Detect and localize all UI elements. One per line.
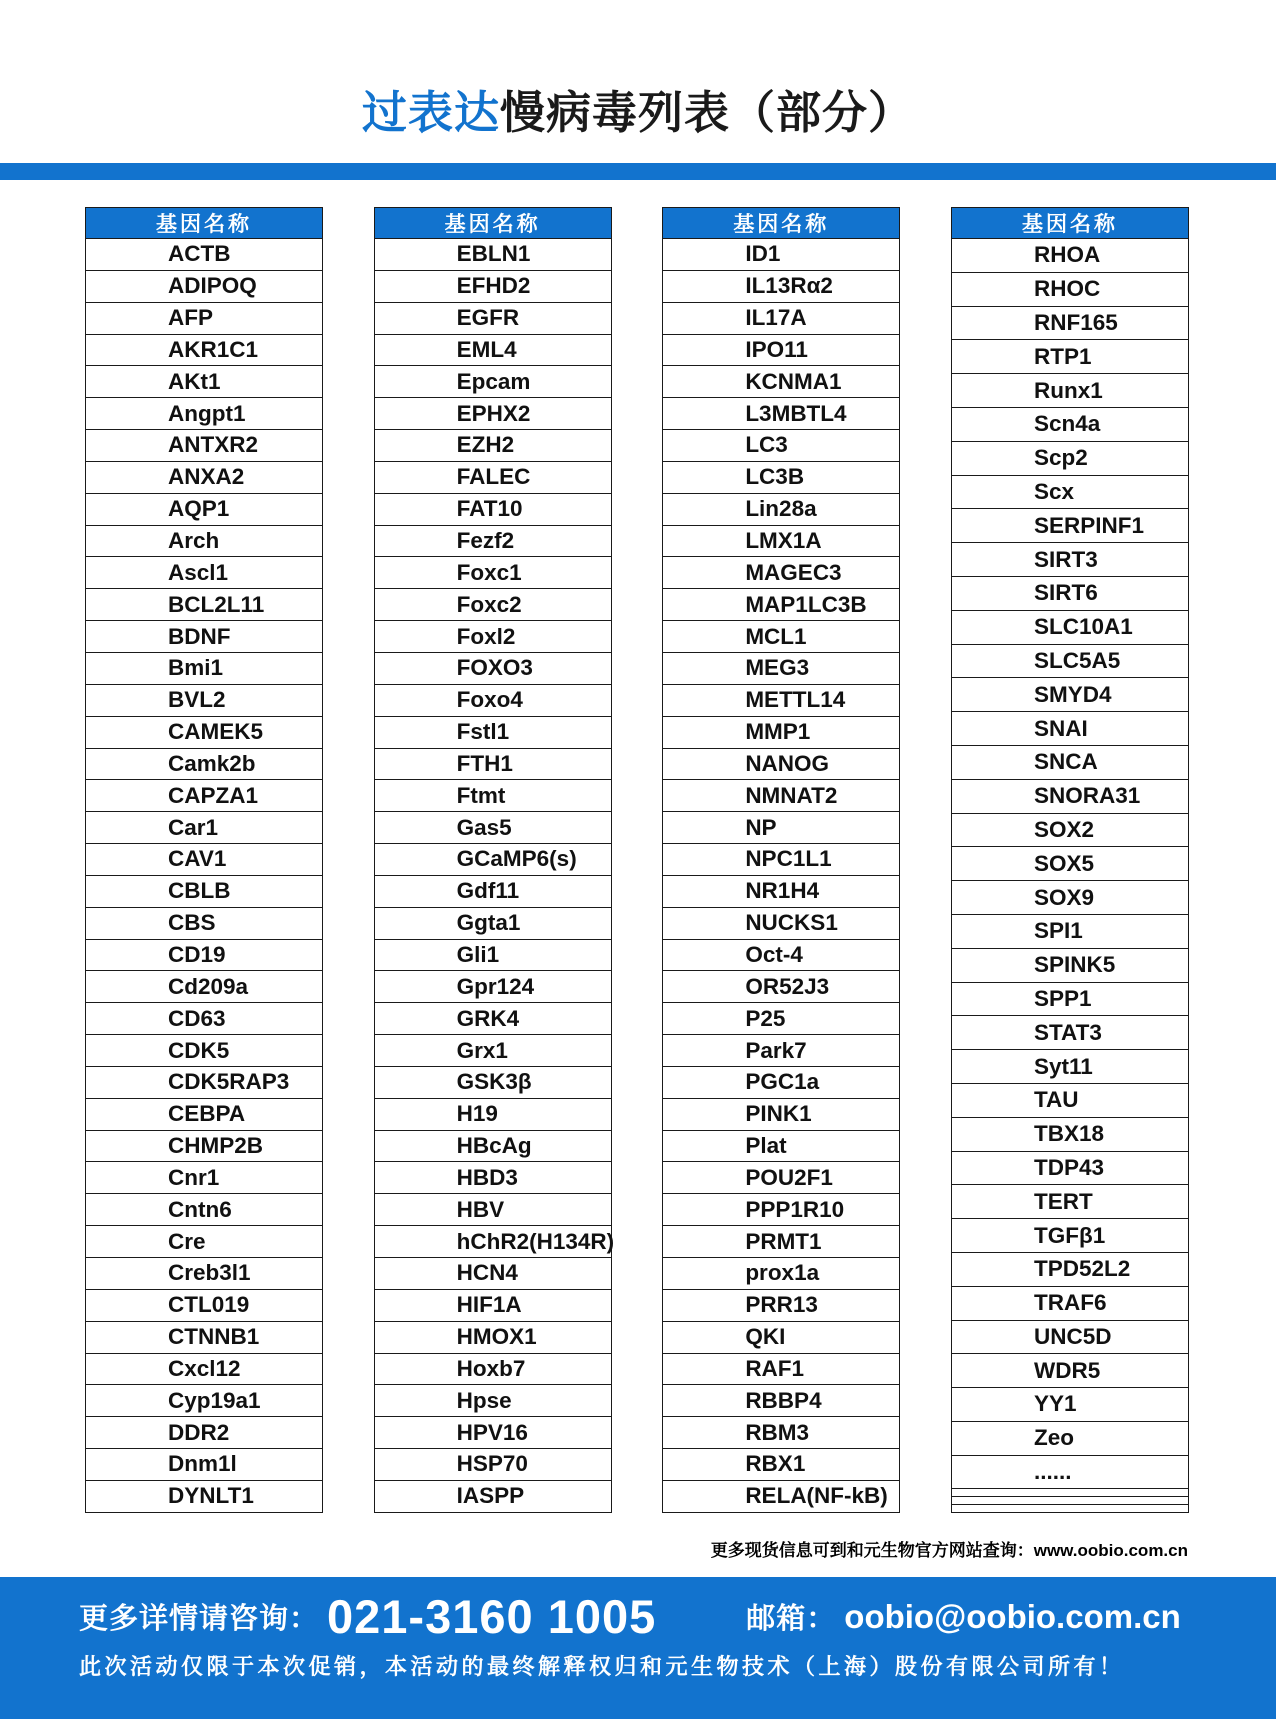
gene-cell: NR1H4 (663, 876, 899, 908)
gene-cell: Foxl2 (375, 621, 611, 653)
gene-cell: prox1a (663, 1258, 899, 1290)
gene-cell: Oct-4 (663, 940, 899, 972)
gene-cell: RHOC (952, 273, 1188, 307)
gene-cell: UNC5D (952, 1321, 1188, 1355)
gene-cell: Car1 (86, 812, 322, 844)
gene-cell: GRK4 (375, 1003, 611, 1035)
gene-cell: AKR1C1 (86, 335, 322, 367)
gene-cell: BCL2L11 (86, 589, 322, 621)
page-title-rest: 慢病毒列表（部分） (500, 87, 915, 138)
gene-cell: Syt11 (952, 1050, 1188, 1084)
gene-cell: HPV16 (375, 1417, 611, 1449)
gene-cell: WDR5 (952, 1354, 1188, 1388)
gene-cell: RBX1 (663, 1449, 899, 1481)
stock-note (711, 1536, 1188, 1561)
gene-cell: LC3 (663, 430, 899, 462)
gene-cell (952, 1505, 1188, 1512)
column-header: 基因名称 (663, 208, 899, 239)
column-header: 基因名称 (952, 208, 1188, 239)
gene-cell: CBLB (86, 876, 322, 908)
gene-cell: TERT (952, 1185, 1188, 1219)
email-label: 邮箱： (746, 1603, 837, 1635)
gene-cell: SLC10A1 (952, 611, 1188, 645)
column-header: 基因名称 (375, 208, 611, 239)
gene-cell: RBM3 (663, 1417, 899, 1449)
gene-cell: CEBPA (86, 1099, 322, 1131)
gene-cell: MMP1 (663, 717, 899, 749)
gene-cell: Ggta1 (375, 908, 611, 940)
gene-cell: HBD3 (375, 1162, 611, 1194)
gene-cell: MAGEC3 (663, 557, 899, 589)
gene-cell: BVL2 (86, 685, 322, 717)
gene-cell: SPP1 (952, 983, 1188, 1017)
gene-cell: IL17A (663, 303, 899, 335)
gene-cell: HMOX1 (375, 1322, 611, 1354)
gene-cell: GSK3β (375, 1067, 611, 1099)
gene-cell: Creb3l1 (86, 1258, 322, 1290)
gene-cell: ID1 (663, 239, 899, 271)
email-address: oobio@oobio.com.cn (844, 1597, 1181, 1635)
gene-cell: H19 (375, 1099, 611, 1131)
gene-cell: MAP1LC3B (663, 589, 899, 621)
gene-cell: LMX1A (663, 526, 899, 558)
gene-cell: IL13Rα2 (663, 271, 899, 303)
gene-cell: EFHD2 (375, 271, 611, 303)
gene-cell: Foxc2 (375, 589, 611, 621)
gene-cell: RHOA (952, 239, 1188, 273)
gene-cell: SLC5A5 (952, 645, 1188, 679)
gene-cell (952, 1489, 1188, 1497)
gene-cell: Zeo (952, 1422, 1188, 1456)
gene-cell: CTNNB1 (86, 1322, 322, 1354)
gene-cell: SNAI (952, 712, 1188, 746)
gene-cell: RAF1 (663, 1354, 899, 1386)
gene-cell: SMYD4 (952, 678, 1188, 712)
gene-cell: SPINK5 (952, 949, 1188, 983)
gene-cell: Cd209a (86, 971, 322, 1003)
gene-cell: SPI1 (952, 915, 1188, 949)
gene-column-3 (662, 207, 900, 1513)
gene-cell: QKI (663, 1322, 899, 1354)
gene-cell: HSP70 (375, 1449, 611, 1481)
gene-cell: Scx (952, 476, 1188, 510)
gene-cell: METTL14 (663, 685, 899, 717)
gene-cell: Park7 (663, 1035, 899, 1067)
gene-cell: Camk2b (86, 749, 322, 781)
gene-cell: TAU (952, 1084, 1188, 1118)
gene-cell: NMNAT2 (663, 780, 899, 812)
gene-cell: HIF1A (375, 1290, 611, 1322)
gene-cell: TDP43 (952, 1152, 1188, 1186)
gene-column-1 (85, 207, 323, 1513)
gene-cell: GCaMP6(s) (375, 844, 611, 876)
gene-cell: CD19 (86, 940, 322, 972)
gene-cell: ANTXR2 (86, 430, 322, 462)
stock-note-text: 更多现货信息可到和元生物官方网站查询： (710, 1541, 1034, 1560)
gene-cell: SOX2 (952, 814, 1188, 848)
gene-cell: PGC1a (663, 1067, 899, 1099)
gene-cell: ADIPOQ (86, 271, 322, 303)
gene-cell: KCNMA1 (663, 366, 899, 398)
gene-cell: SOX9 (952, 881, 1188, 915)
gene-cell: CDK5 (86, 1035, 322, 1067)
gene-cell: ACTB (86, 239, 322, 271)
gene-cell: Scn4a (952, 408, 1188, 442)
gene-cell: Foxc1 (375, 557, 611, 589)
gene-cell: SIRT6 (952, 577, 1188, 611)
gene-cell: CAMEK5 (86, 717, 322, 749)
gene-cell: NP (663, 812, 899, 844)
gene-cell: ...... (952, 1456, 1188, 1490)
gene-cell: Grx1 (375, 1035, 611, 1067)
gene-cell: Ftmt (375, 780, 611, 812)
gene-cell: FOXO3 (375, 653, 611, 685)
gene-cell: Lin28a (663, 494, 899, 526)
gene-cell: PRMT1 (663, 1226, 899, 1258)
gene-cell: Cnr1 (86, 1162, 322, 1194)
gene-cell: Gas5 (375, 812, 611, 844)
gene-cell: PINK1 (663, 1099, 899, 1131)
gene-cell: TRAF6 (952, 1287, 1188, 1321)
footer-banner (0, 1577, 1276, 1719)
gene-cell: CAPZA1 (86, 780, 322, 812)
gene-cell: SOX5 (952, 847, 1188, 881)
gene-cell (952, 1497, 1188, 1505)
gene-cell: Cntn6 (86, 1194, 322, 1226)
title-divider-bar (0, 163, 1276, 180)
gene-cell: SNORA31 (952, 780, 1188, 814)
gene-cell: PPP1R10 (663, 1194, 899, 1226)
gene-cell: LC3B (663, 462, 899, 494)
gene-cell: hChR2(H134R) (375, 1226, 611, 1258)
gene-cell: Angpt1 (86, 398, 322, 430)
phone-number: 021-3160 1005 (327, 1590, 657, 1643)
gene-cell: Cxcl12 (86, 1354, 322, 1386)
gene-cell: DYNLT1 (168, 1483, 254, 1509)
gene-cell: MCL1 (663, 621, 899, 653)
gene-cell: Fezf2 (375, 526, 611, 558)
gene-cell: SERPINF1 (952, 509, 1188, 543)
gene-cell: EPHX2 (375, 398, 611, 430)
gene-cell: RELA(NF-kB) (745, 1483, 888, 1509)
disclaimer-text: 此次活动仅限于本次促销，本活动的最终解释权归和元生物技术（上海）股份有限公司所有！ (79, 1654, 1125, 1679)
gene-cell: STAT3 (952, 1016, 1188, 1050)
gene-cell: NPC1L1 (663, 844, 899, 876)
gene-cell: Runx1 (952, 374, 1188, 408)
gene-cell: Gli1 (375, 940, 611, 972)
gene-cell: PRR13 (663, 1290, 899, 1322)
gene-cell: Hpse (375, 1385, 611, 1417)
gene-cell: AFP (86, 303, 322, 335)
gene-cell: SNCA (952, 746, 1188, 780)
gene-cell: IPO11 (663, 335, 899, 367)
gene-cell: AQP1 (86, 494, 322, 526)
gene-cell: HCN4 (375, 1258, 611, 1290)
gene-cell: YY1 (952, 1388, 1188, 1422)
gene-cell: Hoxb7 (375, 1354, 611, 1386)
gene-cell: FAT10 (375, 494, 611, 526)
gene-column-2 (374, 207, 615, 1513)
stock-note-url: www.oobio.com.cn (1033, 1541, 1188, 1560)
gene-cell: FALEC (375, 462, 611, 494)
gene-cell: CHMP2B (86, 1131, 322, 1163)
gene-cell: RTP1 (952, 340, 1188, 374)
gene-cell: Gpr124 (375, 971, 611, 1003)
gene-cell: DDR2 (86, 1417, 322, 1449)
gene-cell: EML4 (375, 335, 611, 367)
gene-cell: Bmi1 (86, 653, 322, 685)
gene-cell: SIRT3 (952, 543, 1188, 577)
gene-cell: EBLN1 (375, 239, 611, 271)
gene-cell: CTL019 (86, 1290, 322, 1322)
gene-cell: RNF165 (952, 307, 1188, 341)
gene-cell: EZH2 (375, 430, 611, 462)
gene-cell: EGFR (375, 303, 611, 335)
gene-cell: IASPP (456, 1483, 525, 1509)
gene-cell: BDNF (86, 621, 322, 653)
gene-cell: Gdf11 (375, 876, 611, 908)
gene-cell: Foxo4 (375, 685, 611, 717)
gene-cell: HBV (375, 1194, 611, 1226)
column-header: 基因名称 (86, 208, 322, 239)
gene-cell: Cyp19a1 (86, 1385, 322, 1417)
gene-cell: Epcam (375, 366, 611, 398)
gene-cell: P25 (663, 1003, 899, 1035)
page-title-highlight: 过表达 (361, 87, 500, 138)
gene-cell: NANOG (663, 749, 899, 781)
gene-cell: CBS (86, 908, 322, 940)
gene-cell: Ascl1 (86, 557, 322, 589)
gene-table (85, 207, 1189, 1513)
gene-column-4 (951, 207, 1189, 1513)
gene-cell: Cre (86, 1226, 322, 1258)
gene-cell: TBX18 (952, 1118, 1188, 1152)
gene-cell: NUCKS1 (663, 908, 899, 940)
contact-label: 更多详情请咨询： (79, 1603, 320, 1635)
page-title (0, 84, 1276, 142)
gene-cell: OR52J3 (663, 971, 899, 1003)
gene-cell: TGFβ1 (952, 1219, 1188, 1253)
gene-cell: Plat (663, 1131, 899, 1163)
gene-cell: RBBP4 (663, 1385, 899, 1417)
gene-cell: CD63 (86, 1003, 322, 1035)
gene-cell: L3MBTL4 (663, 398, 899, 430)
gene-cell: MEG3 (663, 653, 899, 685)
gene-cell: POU2F1 (663, 1162, 899, 1194)
gene-cell: Fstl1 (375, 717, 611, 749)
gene-cell: CAV1 (86, 844, 322, 876)
footer-contact-line (79, 1589, 1181, 1644)
gene-cell: AKt1 (86, 366, 322, 398)
gene-cell: FTH1 (375, 749, 611, 781)
gene-cell: Arch (86, 526, 322, 558)
gene-cell: CDK5RAP3 (86, 1067, 322, 1099)
gene-cell: Scp2 (952, 442, 1188, 476)
gene-cell: HBcAg (375, 1131, 611, 1163)
gene-cell: ANXA2 (86, 462, 322, 494)
gene-cell: TPD52L2 (952, 1253, 1188, 1287)
gene-cell: Dnm1l (86, 1449, 322, 1481)
